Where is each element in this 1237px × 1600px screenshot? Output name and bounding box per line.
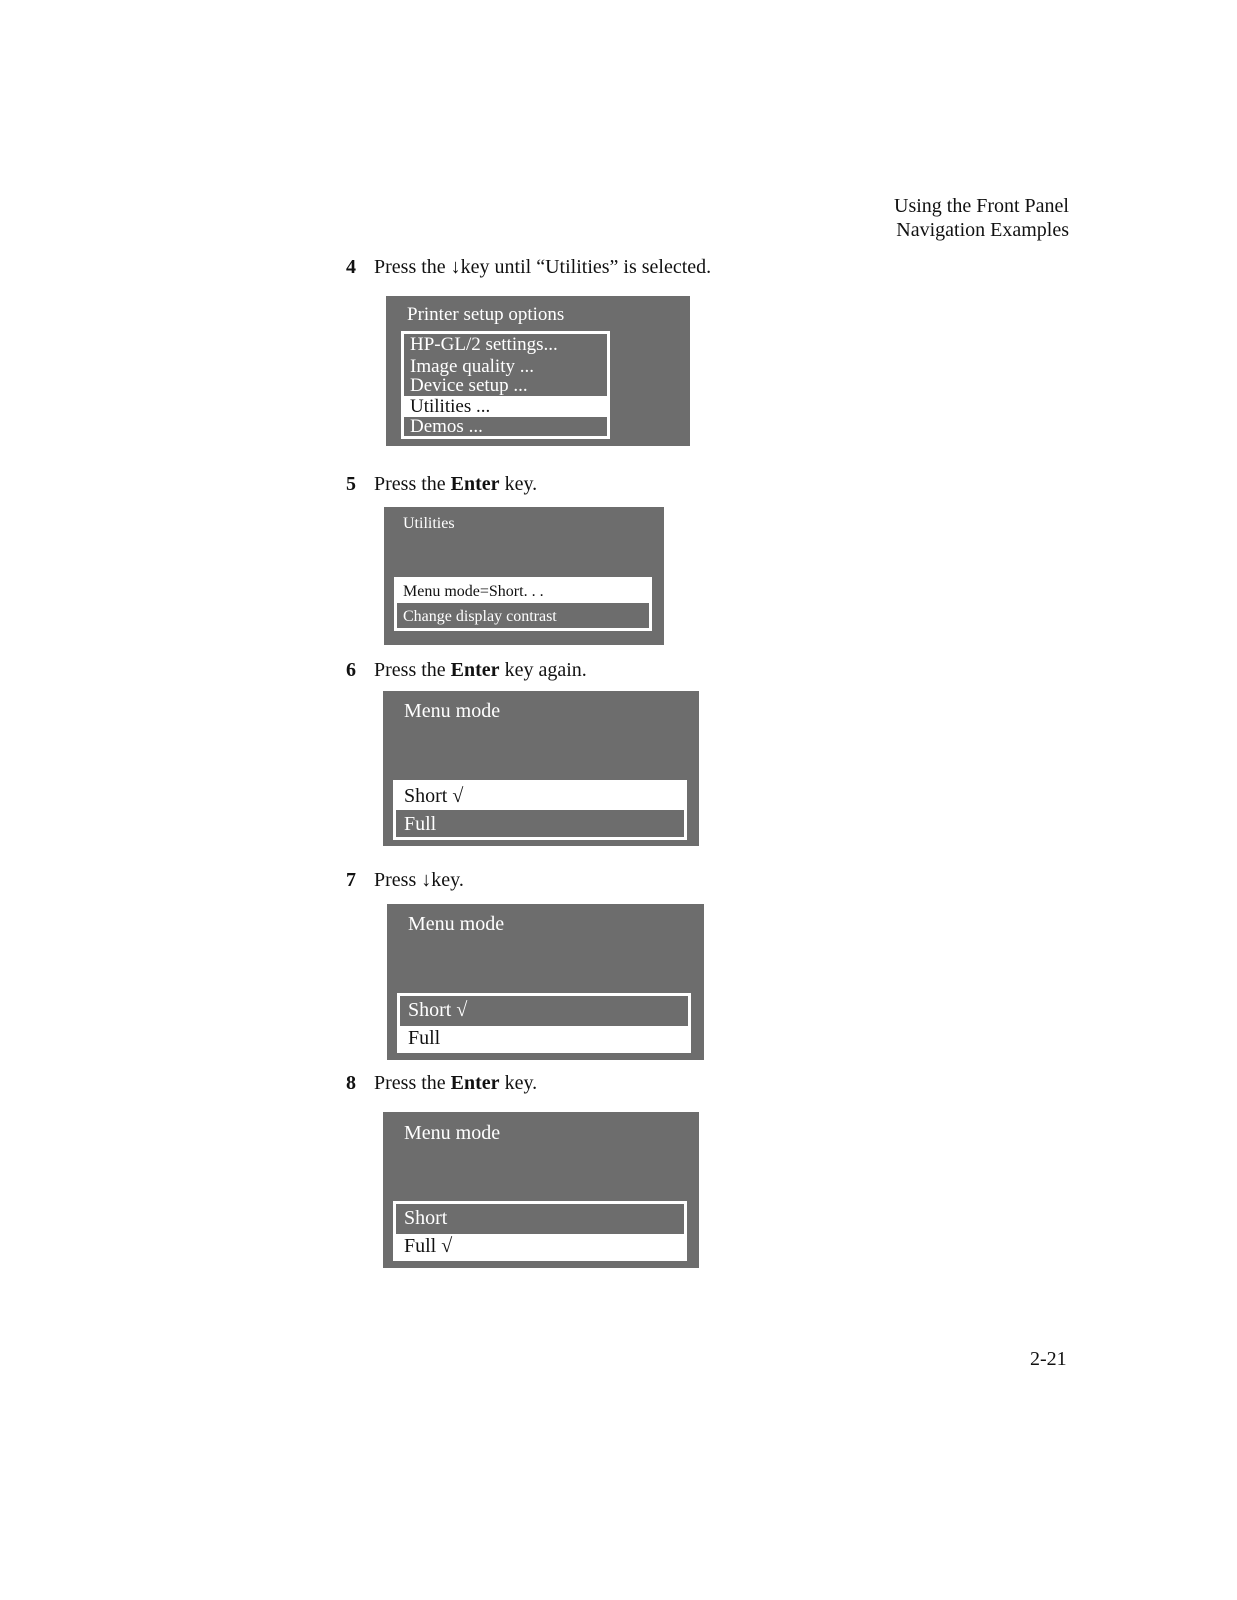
lcd-panel-printer-setup <box>386 296 690 446</box>
header-subsection-title: Navigation Examples <box>896 219 1069 241</box>
step-text-pre: Press <box>374 869 422 891</box>
step-text-pre: Press the <box>374 473 451 495</box>
step-text-post: key. <box>431 869 464 891</box>
step-text-post: key. <box>499 1072 538 1094</box>
step-4 <box>346 255 711 279</box>
down-arrow-icon: ↓ <box>450 256 461 278</box>
step-number: 6 <box>346 659 356 681</box>
lcd-panel-menu-mode-3 <box>383 1112 699 1268</box>
menu-item-change-display-contrast[interactable]: Change display contrast <box>397 605 649 628</box>
menu-list <box>393 780 687 840</box>
menu-list <box>397 993 691 1053</box>
step-text-post: key until “Utilities” is selected. <box>460 256 712 278</box>
menu-item-device-setup[interactable]: Device setup ... <box>404 376 607 396</box>
step-6 <box>346 658 587 682</box>
menu-item-full[interactable]: Full √ <box>396 1234 684 1258</box>
step-text-pre: Press the <box>374 1072 451 1094</box>
step-number: 5 <box>346 473 356 495</box>
menu-item-full[interactable]: Full <box>396 812 684 837</box>
step-8 <box>346 1071 537 1095</box>
lcd-panel-utilities <box>384 507 664 645</box>
step-text-pre: Press the <box>374 256 451 278</box>
menu-item-utilities[interactable]: Utilities ... <box>404 396 607 417</box>
running-header <box>809 194 1069 242</box>
enter-key-label: Enter <box>450 659 500 681</box>
header-section-title: Using the Front Panel <box>894 195 1069 217</box>
menu-item-full[interactable]: Full <box>400 1026 688 1050</box>
enter-key-label: Enter <box>450 1072 500 1094</box>
menu-item-short[interactable]: Short <box>396 1204 684 1232</box>
panel-title: Printer setup options <box>407 304 565 325</box>
enter-key-label: Enter <box>450 473 500 495</box>
menu-list <box>393 1201 687 1261</box>
menu-list <box>394 577 652 631</box>
step-text-post: key again. <box>499 659 587 681</box>
lcd-panel-menu-mode-2 <box>387 904 704 1060</box>
down-arrow-icon: ↓ <box>421 869 432 891</box>
step-5 <box>346 472 537 496</box>
step-number: 8 <box>346 1072 356 1094</box>
panel-title: Menu mode <box>404 1122 501 1144</box>
step-number: 4 <box>346 256 356 278</box>
step-number: 7 <box>346 869 356 891</box>
menu-list <box>401 331 610 439</box>
menu-item-hpgl2-settings[interactable]: HP-GL/2 settings... <box>404 334 607 356</box>
menu-item-image-quality[interactable]: Image quality ... <box>404 356 607 376</box>
panel-title: Menu mode <box>408 913 505 935</box>
menu-item-demos[interactable]: Demos ... <box>404 418 607 436</box>
panel-title: Utilities <box>403 515 455 532</box>
step-text-post: key. <box>499 473 538 495</box>
menu-item-short[interactable]: Short √ <box>396 783 684 810</box>
menu-item-menu-mode[interactable]: Menu mode=Short. . . <box>397 580 649 603</box>
step-text-pre: Press the <box>374 659 451 681</box>
menu-item-short[interactable]: Short √ <box>400 996 688 1024</box>
panel-title: Menu mode <box>404 700 501 722</box>
page-number: 2-21 <box>1030 1348 1067 1370</box>
step-7 <box>346 868 464 892</box>
lcd-panel-menu-mode-1 <box>383 691 699 846</box>
